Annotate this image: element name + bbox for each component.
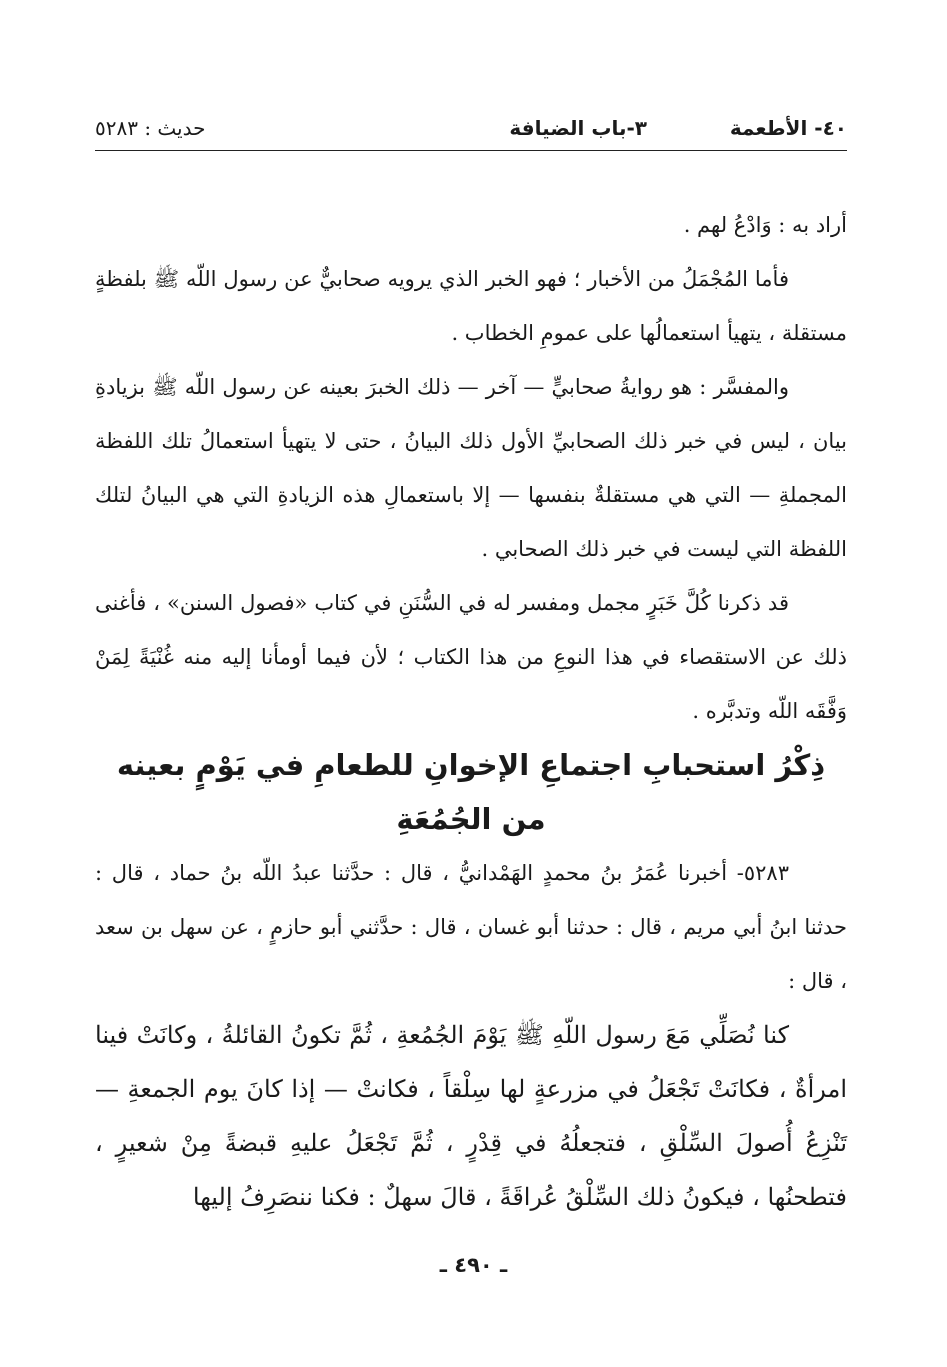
page-number: ـ ٤٩٠ ـ xyxy=(439,1253,508,1277)
hadith-matn: كنا نُصَلِّي مَعَ رسول اللّهِ ﷺ يَوْمَ الجُمُعةِ ، ثُمَّ تكونُ القائلةُ ، وكانَتْ فينا امرأةٌ ، فكانَتْ تَجْعَلُ في مزرعةٍ لها سِلْقاً ، فكانتْ — إذا كانَ يوم الجمعةِ — تَنْزِعُ أُصولَ السِّلْقِ ، فتجعلُهُ في قِدْرٍ ، ثُمَّ تَجْعَلُ عليهِ قبضةً مِنْ شعيرٍ ، فتطحنُها ، فيكونُ ذلك السِّلْقُ عُراقَةً ، قالَ سهلٌ : فكنا ننصَرِفُ إليها xyxy=(95,1021,847,1211)
hadith-isnad: ٥٢٨٣- أخبرنا عُمَرُ بنُ محمدٍ الهَمْدانيُّ ، قال : حدَّثنا عبدُ اللّه بنُ حماد ، قال : حدثنا ابنُ أبي مريم ، قال : حدثنا أبو غسان ، قال : حدَّثني أبو حازمٍ ، عن سهل بن سعد ، قال : xyxy=(95,861,847,993)
chapter-title: ٣-باب الضيافة xyxy=(509,116,647,140)
page-body xyxy=(95,198,847,1224)
paragraph-3: والمفسَّر : هو روايةُ صحابيٍّ — آخر — ذلك الخبرَ بعينه عن رسول اللّه ﷺ بزيادةِ بيان ، ليس في خبر ذلك الصحابيِّ الأول ذلك البيانُ ، حتى لا يتهيأ استعمالُ تلك اللفظة المجملةِ — التي هي مستقلةٌ بنفسها — إلا باستعمالِ هذه الزيادةِ التي هي البيانُ لتلك اللفظة التي ليست في خبر ذلك الصحابي . xyxy=(95,375,847,561)
book-title: ٤٠- الأطعمة xyxy=(729,116,847,140)
hadith-reference: حديث : ٥٢٨٣ xyxy=(95,116,206,140)
paragraph-4: قد ذكرنا كُلَّ خَبَرٍ مجمل ومفسر له في السُّنَنِ في كتاب «فصول السنن» ، فأغنى ذلك عن الاستقصاء في هذا النوعِ من هذا الكتاب ؛ لأن فيما أومأنا إليه منه غُنْيَةً لِمَنْ وَفَّقَه اللّه وتدبَّره . xyxy=(95,591,847,723)
running-header xyxy=(95,112,847,151)
paragraph-1: أراد به : وَادْعُ لهم . xyxy=(683,213,847,237)
section-heading: ذِكْرُ استحبابِ اجتماعِ الإخوانِ للطعامِ في يَوْمٍ بعينه من الجُمُعَةِ xyxy=(116,748,826,836)
paragraph-2: فأما المُجْمَلُ من الأخبار ؛ فهو الخبر الذي يرويه صحابيٌّ عن رسول اللّه ﷺ بلفظةٍ مستقلة ، يتهيأ استعمالُها على عمومِ الخطاب . xyxy=(95,267,847,345)
